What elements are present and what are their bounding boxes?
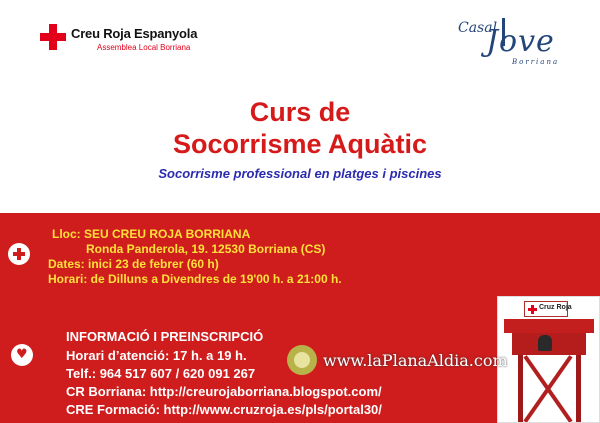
casal-word: Casal [458, 20, 498, 36]
cruz-roja-sign [524, 301, 572, 317]
casal-jove-logo [458, 18, 568, 66]
dates-text: Dates: inici 23 de febrer (60 h) [48, 257, 219, 271]
plus-circle-icon [8, 243, 30, 265]
casal-jove-word: Jove [486, 24, 555, 59]
org-name: Creu Roja Espanyola [71, 26, 198, 41]
watermark-logo-icon [287, 345, 317, 375]
cre-formacio-link[interactable]: CRE Formació: http://www.cruzroja.es/pls/portal30/ [66, 402, 382, 417]
address-text: Ronda Panderola, 19. 12530 Borriana (CS) [86, 242, 326, 256]
lifeguard-tower-image [497, 296, 600, 423]
heart-circle-icon: ♥ [11, 344, 33, 366]
attention-hours: Horari d’atenció: 17 h. a 19 h. [66, 348, 247, 363]
sign-text: Cruz Roja [539, 304, 572, 311]
watermark-text: www.laPlanaAldia.com [323, 351, 508, 370]
casal-city: Borriana [512, 58, 560, 66]
tower-leg [518, 355, 523, 423]
red-cross-icon [528, 305, 537, 314]
cr-borriana-link[interactable]: CR Borriana: http://creurojaborriana.blogspot.com/ [66, 384, 382, 399]
tower-roof [504, 319, 594, 333]
org-subtitle: Assemblea Local Borriana [97, 43, 191, 52]
location-label: Lloc: SEU CREU ROJA BORRIANA [52, 227, 251, 241]
course-subtitle: Socorrisme professional en platges i piscines [158, 166, 442, 181]
tower-leg [576, 355, 581, 423]
phone-numbers: Telf.: 964 517 607 / 620 091 267 [66, 366, 256, 381]
course-title-line-2: Socorrisme Aquàtic [172, 129, 428, 159]
course-title-line-1: Curs de [249, 97, 351, 127]
lifeguard-figure [538, 335, 552, 351]
red-cross-icon [40, 24, 66, 50]
info-heading: INFORMACIÓ I PREINSCRIPCIÓ [66, 329, 264, 344]
schedule-text: Horari: de Dilluns a Divendres de 19'00 h. a 21:00 h. [48, 272, 342, 286]
